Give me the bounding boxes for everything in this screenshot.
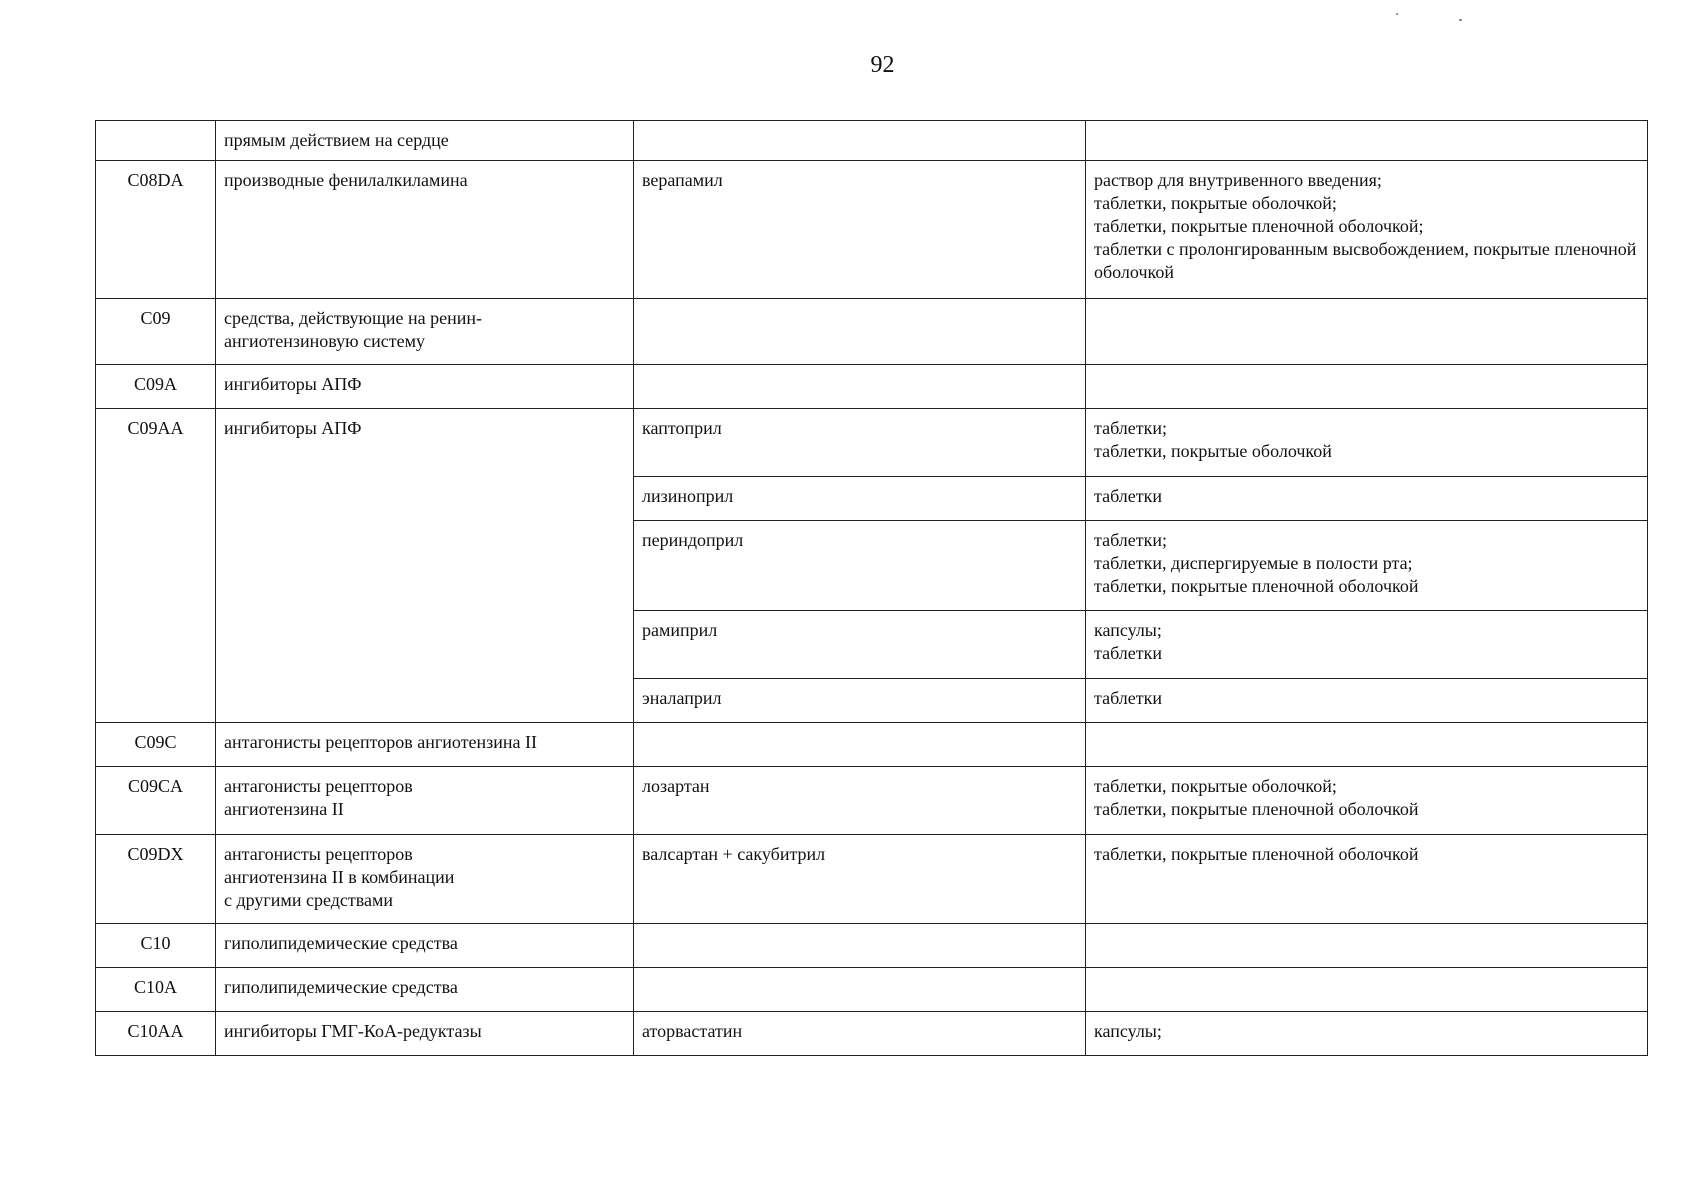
- atc-code: C09: [96, 299, 216, 365]
- dosage-form: [1086, 968, 1648, 1012]
- atc-code: C09A: [96, 365, 216, 409]
- drug-classification-table: [95, 120, 1648, 1056]
- dosage-form: [1086, 924, 1648, 968]
- table-row: [96, 365, 1648, 409]
- drug-name: каптоприл: [634, 409, 1086, 477]
- dosage-form: [1086, 299, 1648, 365]
- dosage-form: капсулы;: [1086, 1012, 1648, 1056]
- atc-code: C08DA: [96, 161, 216, 299]
- drug-name: эналаприл: [634, 679, 1086, 723]
- table-row: [96, 924, 1648, 968]
- drug-name: [634, 723, 1086, 767]
- atc-code: C09CA: [96, 767, 216, 835]
- dosage-form: таблетки; таблетки, покрытые оболочкой: [1086, 409, 1648, 477]
- drug-name: аторвастатин: [634, 1012, 1086, 1056]
- dosage-form: таблетки: [1086, 679, 1648, 723]
- group-name: антагонисты рецепторов ангиотензина II в комбинации с другими средствами: [216, 835, 634, 924]
- group-name: прямым действием на сердце: [216, 121, 634, 161]
- dosage-form: таблетки, покрытые оболочкой; таблетки, покрытые пленочной оболочкой: [1086, 767, 1648, 835]
- dosage-form: таблетки: [1086, 477, 1648, 521]
- atc-code: C09AA: [96, 409, 216, 723]
- atc-code: C09C: [96, 723, 216, 767]
- dosage-form: [1086, 723, 1648, 767]
- drug-name: [634, 299, 1086, 365]
- drug-name: валсартан + сакубитрил: [634, 835, 1086, 924]
- atc-code: C10A: [96, 968, 216, 1012]
- scan-speck: [1459, 19, 1462, 21]
- dosage-form: [1086, 121, 1648, 161]
- group-name: производные фенилалкиламина: [216, 161, 634, 299]
- table-row: [96, 121, 1648, 161]
- group-name: гиполипидемические средства: [216, 968, 634, 1012]
- drug-name: лизиноприл: [634, 477, 1086, 521]
- table-row: [96, 835, 1648, 924]
- group-name: гиполипидемические средства: [216, 924, 634, 968]
- dosage-form: раствор для внутривенного введения; таблетки, покрытые оболочкой; таблетки, покрытые пленочной оболочкой; таблетки с пролонгированным высвобождением, покрытые пленочной оболочкой: [1086, 161, 1648, 299]
- drug-name: периндоприл: [634, 521, 1086, 611]
- dosage-form: таблетки; таблетки, диспергируемые в полости рта; таблетки, покрытые пленочной оболочкой: [1086, 521, 1648, 611]
- drug-name: [634, 924, 1086, 968]
- table-row: [96, 723, 1648, 767]
- group-name: ингибиторы ГМГ-КоА-редуктазы: [216, 1012, 634, 1056]
- page-number: 92: [870, 52, 895, 78]
- drug-name: [634, 968, 1086, 1012]
- group-name: средства, действующие на ренин- ангиотензиновую систему: [216, 299, 634, 365]
- drug-name: лозартан: [634, 767, 1086, 835]
- dosage-form: [1086, 365, 1648, 409]
- group-name: антагонисты рецепторов ангиотензина II: [216, 767, 634, 835]
- drug-name: [634, 121, 1086, 161]
- table-row: [96, 767, 1648, 835]
- table-row: [96, 1012, 1648, 1056]
- atc-code: C09DX: [96, 835, 216, 924]
- group-name: ингибиторы АПФ: [216, 365, 634, 409]
- table-row: [96, 968, 1648, 1012]
- scan-speck: [1396, 13, 1398, 15]
- group-name: антагонисты рецепторов ангиотензина II: [216, 723, 634, 767]
- drug-name: рамиприл: [634, 611, 1086, 679]
- table-row: [96, 409, 1648, 477]
- atc-code: [96, 121, 216, 161]
- atc-code: C10AA: [96, 1012, 216, 1056]
- dosage-form: капсулы; таблетки: [1086, 611, 1648, 679]
- atc-code: C10: [96, 924, 216, 968]
- table-row: [96, 299, 1648, 365]
- drug-name: верапамил: [634, 161, 1086, 299]
- dosage-form: таблетки, покрытые пленочной оболочкой: [1086, 835, 1648, 924]
- drug-name: [634, 365, 1086, 409]
- table-row: [96, 161, 1648, 299]
- group-name: ингибиторы АПФ: [216, 409, 634, 723]
